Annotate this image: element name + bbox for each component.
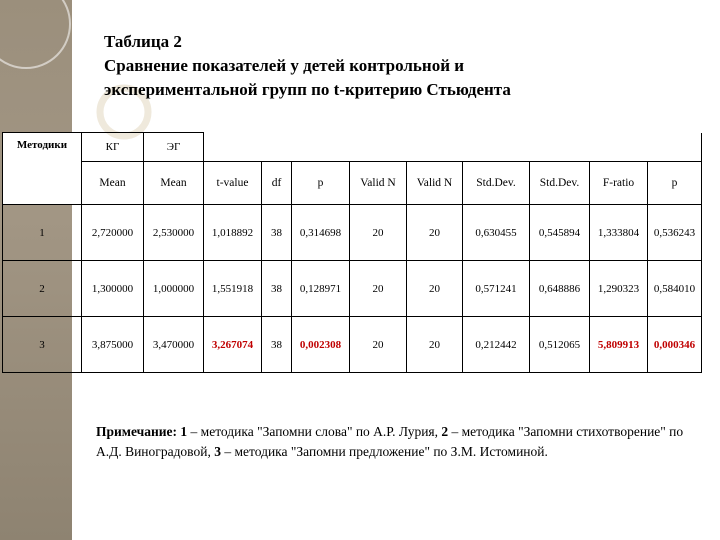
table-column-row — [3, 162, 702, 205]
slide-title — [104, 30, 664, 102]
group-header-eg: ЭГ — [144, 133, 204, 162]
title-line-2: Сравнение показателей у детей контрольной и — [104, 56, 465, 75]
table-cell: 0,648886 — [530, 261, 590, 317]
table-cell: 0,314698 — [292, 205, 350, 261]
column-header: Mean — [144, 162, 204, 205]
note-text-2: – методика "Запомни стихотворение" по А.Д. Виноградовой, — [96, 424, 684, 459]
table-cell: 0,630455 — [463, 205, 530, 261]
results-table — [2, 132, 702, 373]
significant-p-value: 0,000346 — [648, 317, 702, 373]
note-text-1: – методика "Запомни слова" по А.Р. Лурия, — [187, 424, 442, 439]
significant-f-ratio: 5,809913 — [590, 317, 648, 373]
significant-t-value: 3,267074 — [204, 317, 262, 373]
note-number-3: 3 — [214, 444, 221, 459]
column-header: Valid N — [350, 162, 407, 205]
table-cell: 0,536243 — [648, 205, 702, 261]
table-cell: 2,720000 — [82, 205, 144, 261]
table-cell: 38 — [262, 205, 292, 261]
table-row — [3, 261, 702, 317]
methods-header: Методики — [3, 133, 82, 205]
column-header: Valid N — [407, 162, 463, 205]
table-cell: 0,545894 — [530, 205, 590, 261]
title-line-1: Таблица 2 — [104, 32, 182, 51]
column-header: p — [648, 162, 702, 205]
significant-p-value: 0,002308 — [292, 317, 350, 373]
column-header: df — [262, 162, 292, 205]
table-cell: 0,584010 — [648, 261, 702, 317]
title-line-3: экспериментальной групп по t-критерию Стьюдента — [104, 80, 511, 99]
table-cell: 20 — [407, 205, 463, 261]
table-note — [96, 422, 696, 462]
table-cell: 20 — [350, 261, 407, 317]
table-cell: 20 — [407, 317, 463, 373]
column-header: Std.Dev. — [463, 162, 530, 205]
table-cell: 38 — [262, 317, 292, 373]
table-cell: 0,128971 — [292, 261, 350, 317]
table-cell: 0,212442 — [463, 317, 530, 373]
column-header: Std.Dev. — [530, 162, 590, 205]
method-number: 2 — [3, 261, 82, 317]
note-number-1: 1 — [180, 424, 188, 439]
table-row — [3, 205, 702, 261]
table-cell: 20 — [407, 261, 463, 317]
table-cell: 2,530000 — [144, 205, 204, 261]
table-row — [3, 317, 702, 373]
table-cell: 1,333804 — [590, 205, 648, 261]
table-cell: 0,512065 — [530, 317, 590, 373]
table-cell: 0,571241 — [463, 261, 530, 317]
header-spacer — [204, 133, 702, 162]
note-label: Примечание: — [96, 424, 178, 439]
table-cell: 1,551918 — [204, 261, 262, 317]
column-header: t-value — [204, 162, 262, 205]
table-cell: 20 — [350, 317, 407, 373]
column-header: p — [292, 162, 350, 205]
note-text-3: – методика "Запомни предложение" по З.М. Истоминой. — [220, 444, 548, 459]
table-cell: 1,290323 — [590, 261, 648, 317]
table-cell: 38 — [262, 261, 292, 317]
table-cell: 3,470000 — [144, 317, 204, 373]
table-header-row — [3, 133, 702, 162]
note-number-2: 2 — [441, 424, 449, 439]
method-number: 1 — [3, 205, 82, 261]
column-header: Mean — [82, 162, 144, 205]
table-cell: 1,018892 — [204, 205, 262, 261]
table-cell: 3,875000 — [82, 317, 144, 373]
group-header-kg: КГ — [82, 133, 144, 162]
method-number: 3 — [3, 317, 82, 373]
column-header: F-ratio — [590, 162, 648, 205]
table-cell: 1,300000 — [82, 261, 144, 317]
table-cell: 1,000000 — [144, 261, 204, 317]
table-cell: 20 — [350, 205, 407, 261]
